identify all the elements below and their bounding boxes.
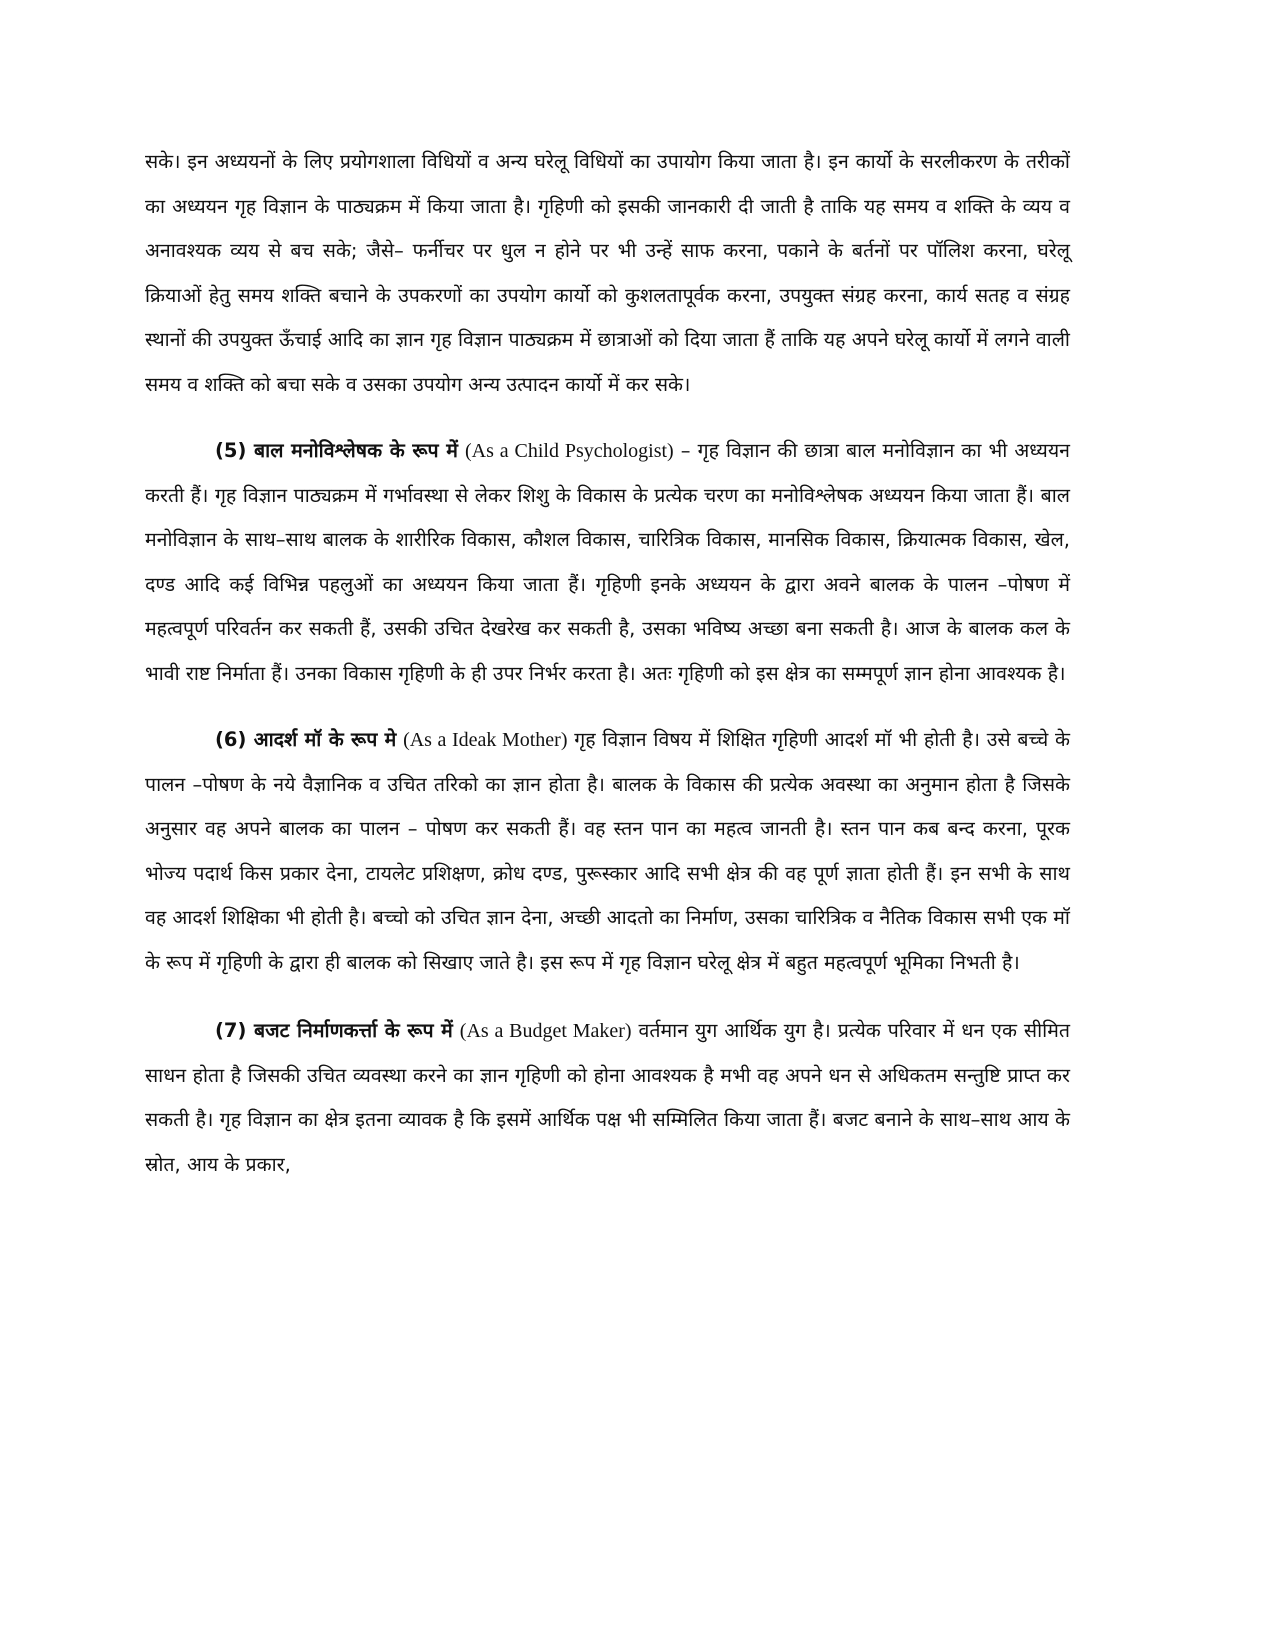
paragraph-text: सके। इन अध्ययनों के लिए प्रयोगशाला विधियों व अन्य घरेलू विधियों का उपायोग किया जाता है। इन कार्यो के सरलीकरण के तरीकों का अध्ययन गृह विज्ञान के पाठ्यक्रम में किया जाता है। गृहिणी को इसकी जानकारी दी जाती है ताकि यह समय व शक्ति के व्यय व अनावश्यक व्यय से बच सके; जैसे– फर्नीचर पर धुल न होने पर भी उन्हें साफ करना, पकाने के बर्तनों पर पॉलिश करना, घरेलू क्रियाओं हेतु समय शक्ति बचाने के उपकरणों का उपयोग कार्यो को कुशलतापूर्वक करना, उपयुक्त संग्रह करना, कार्य सतह व संग्रह स्थानों की उपयुक्त ऊँचाई आदि का ज्ञान गृह विज्ञान पाठ्यक्रम में छात्राओं को दिया जाता हैं ताकि यह अपने घरेलू कार्यो में लगने वाली समय व शक्ति को बचा सके व उसका उपयोग अन्य उत्पादन कार्यो में कर सके। [145,150,1070,396]
section-body: गृह विज्ञान विषय में शिक्षित गृहिणी आदर्श मॉ भी होती है। उसे बच्चे के पालन –पोषण के नये वैज्ञानिक व उचित तरिको का ज्ञान होता है। बालक के विकास की प्रत्येक अवस्था का अनुमान होता है जिसके अनुसार वह अपने बालक का पालन – पोषण कर सकती हैं। वह स्तन पान का महत्व जानती है। स्तन पान कब बन्द करना, पूरक भोज्य पदार्थ किस प्रकार देना, टायलेट प्रशिक्षण, क्रोध दण्ड, पुरूस्कार आदि सभी क्षेत्र की वह पूर्ण ज्ञाता होती हैं। इन सभी के साथ वह आदर्श शिक्षिका भी होती है। बच्चो को उचित ज्ञान देना, अच्छी आदतो का निर्माण, उसका चारित्रिक व नैतिक विकास सभी एक मॉ के रूप में गृहिणी के द्वारा ही बालक को सिखाए जाते है। इस रूप में गृह विज्ञान घरेलू क्षेत्र में बहुत महत्वपूर्ण भूमिका निभती है। [145,728,1070,974]
section-body: – गृह विज्ञान की छात्रा बाल मनोविज्ञान का भी अध्ययन करती हैं। गृह विज्ञान पाठ्यक्रम में गर्भावस्था से लेकर शिशु के विकास के प्रत्येक चरण का मनोविश्लेषक अध्ययन किया जाता हैं। बाल मनोविज्ञान के साथ–साथ बालक के शारीरिक विकास, कौशल विकास, चारित्रिक विकास, मानसिक विकास, क्रियात्मक विकास, खेल, दण्ड आदि कई विभिन्न पहलुओं का अध्ययन किया जाता हैं। गृहिणी इनके अध्ययन के द्वारा अवने बालक के पालन –पोषण में महत्वपूर्ण परिवर्तन कर सकती हैं, उसकी उचित देखरेख कर सकती है, उसका भविष्य अच्छा बना सकती है। आज के बालक कल के भावी राष्ट निर्माता हैं। उनका विकास गृहिणी के ही उपर निर्भर करता है। अतः गृहिणी को इस क्षेत्र का सम्मपूर्ण ज्ञान होना आवश्यक है। [145,439,1070,685]
section-heading: (6) आदर्श मॉ के रूप मे [215,728,397,751]
section-child-psychologist [145,429,1070,696]
section-ideal-mother [145,718,1070,985]
section-heading: (5) बाल मनोविश्लेषक के रूप में [215,439,458,462]
section-english-title: (As a Budget Maker) [459,1020,632,1042]
section-heading: (7) बजट निर्माणकर्त्ता के रूप में [215,1019,453,1042]
section-body: वर्तमान युग आर्थिक युग है। प्रत्येक परिवार में धन एक सीमित साधन होता है जिसकी उचित व्यवस्था करने का ज्ञान गृहिणी को होना आवश्यक है मभी वह अपने धन से अधिकतम सन्तुष्टि प्राप्त कर सकती है। गृह विज्ञान का क्षेत्र इतना व्यावक है कि इसमें आर्थिक पक्ष भी सम्मिलित किया जाता हैं। बजट बनाने के साथ–साथ आय के स्रोत, आय के प्रकार, [145,1019,1070,1176]
section-english-title: (As a Ideak Mother) [403,729,568,751]
section-english-title: (As a Child Psychologist) [464,440,674,462]
section-budget-maker [145,1009,1070,1187]
document-page [145,140,1070,1187]
paragraph-continuation [145,140,1070,407]
